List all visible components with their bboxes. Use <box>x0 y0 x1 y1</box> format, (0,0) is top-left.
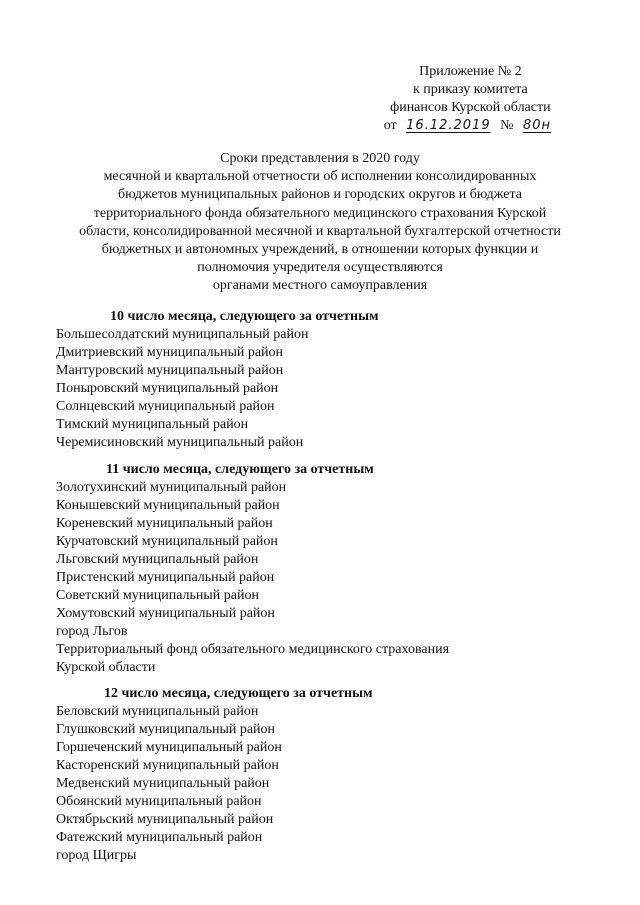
deadline-section-12th <box>56 685 616 865</box>
list-item: Пристенский муниципальный район <box>56 570 275 585</box>
list-item: Дмитриевский муниципальный район <box>56 345 284 360</box>
title-line: бюджетов муниципальных районов и городских округов и бюджета <box>118 187 522 203</box>
appendix-header <box>384 63 557 135</box>
appendix-committee: финансов Курской области <box>390 100 551 115</box>
title-line: Сроки представления в 2020 году <box>220 151 420 166</box>
number-prefix: № <box>500 118 514 133</box>
section-heading: 11 число месяца, следующего за отчетным <box>106 462 374 477</box>
title-line: месячной и квартальной отчетности об исполнении консолидированных <box>103 169 537 185</box>
list-item: Курской области <box>56 660 156 675</box>
list-item: Тимский муниципальный район <box>56 417 249 432</box>
handwritten-date: 16.12.2019 <box>406 118 491 133</box>
title-line: области, консолидированной месячной и квартальной бухгалтерской отчетности <box>79 223 561 239</box>
deadline-section-11th <box>56 461 616 677</box>
district-list <box>56 326 616 452</box>
list-item: Глушковский муниципальный район <box>56 722 276 737</box>
list-item: Большесолдатский муниципальный район <box>56 327 309 342</box>
list-item: Октябрьский муниципальный район <box>56 812 274 827</box>
list-item: Беловский муниципальный район <box>56 704 259 719</box>
section-heading: 10 число месяца, следующего за отчетным <box>110 309 379 324</box>
date-prefix: от <box>383 118 397 133</box>
list-item: город Щигры <box>56 848 137 863</box>
appendix-date-line <box>384 117 557 135</box>
list-item: Территориальный фонд обязательного медицинского страхования <box>56 642 450 657</box>
deadline-section-10th <box>56 308 616 452</box>
list-item: Хомутовский муниципальный район <box>56 606 275 621</box>
document-title <box>40 150 600 296</box>
section-heading: 12 число месяца, следующего за отчетным <box>104 686 373 701</box>
list-item: Горшеченский муниципальный район <box>56 740 282 755</box>
title-line: полномочия учредителя осуществляются <box>197 260 443 276</box>
list-item: Мантуровский муниципальный район <box>56 363 284 378</box>
district-list <box>56 479 616 677</box>
title-line: территориального фонда обязательного медицинского страхования Курской <box>93 205 547 221</box>
appendix-order-ref: к приказу комитета <box>412 82 528 97</box>
list-item: Золотухинский муниципальный район <box>56 480 287 495</box>
list-item: Касторенский муниципальный район <box>56 758 279 773</box>
list-item: Черемисиновский муниципальный район <box>56 435 304 450</box>
district-list <box>56 703 616 865</box>
list-item: Советский муниципальный район <box>56 588 259 603</box>
list-item: Курчатовский муниципальный район <box>56 534 278 549</box>
list-item: Льговский муниципальный район <box>56 552 259 567</box>
title-line: органами местного самоуправления <box>212 278 428 294</box>
handwritten-number: 80н <box>522 118 551 133</box>
appendix-title: Приложение № 2 <box>419 64 522 79</box>
title-line: бюджетных и автономных учреждений, в отношении которых функции и <box>101 242 539 258</box>
list-item: Медвенский муниципальный район <box>56 776 270 791</box>
list-item: Фатежский муниципальный район <box>56 830 263 845</box>
list-item: Обоянский муниципальный район <box>56 794 262 809</box>
list-item: Конышевский муниципальный район <box>56 498 280 513</box>
list-item: Кореневский муниципальный район <box>56 516 273 531</box>
list-item: Поныровский муниципальный район <box>56 381 279 396</box>
list-item: город Льгов <box>56 624 128 639</box>
list-item: Солнцевский муниципальный район <box>56 399 275 414</box>
